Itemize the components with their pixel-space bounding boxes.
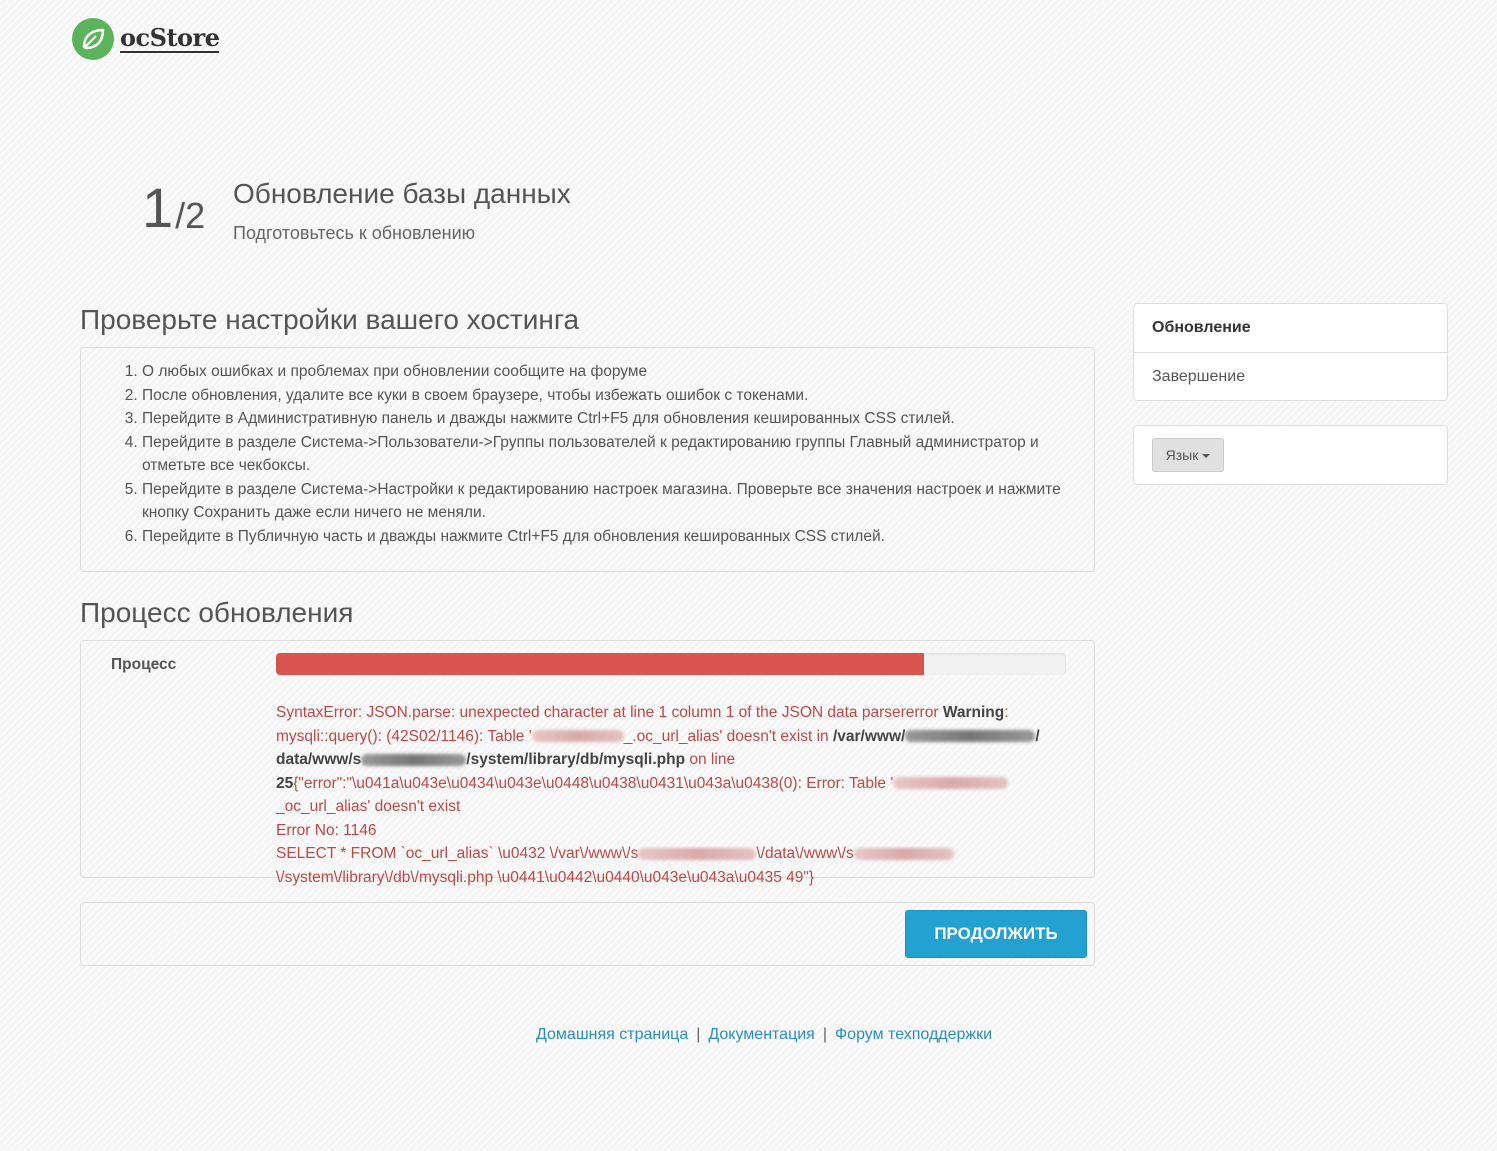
redacted-text (893, 777, 1008, 789)
leaf-icon (72, 18, 114, 60)
list-item: 3. Перейдите в Административную панель и дважды нажмите Ctrl+F5 для обновления кешированных CSS стилей. (142, 407, 1094, 431)
footer-link-docs[interactable]: Документация (708, 1026, 815, 1043)
checklist-title: Проверьте настройки вашего хостинга (80, 304, 580, 335)
redacted-text (905, 730, 1035, 742)
sidebar-item-update[interactable]: Обновление (1134, 304, 1447, 353)
steps-sidebar (1133, 303, 1448, 401)
redacted-text (854, 848, 954, 860)
process-label: Процесс (111, 656, 177, 673)
list-item: 4. Перейдите в разделе Система->Пользователи->Группы пользователей к редактированию группы Главный администратор и отметьте все чекбоксы. (142, 431, 1094, 478)
footer-link-forum[interactable]: Форум техподдержки (835, 1026, 993, 1043)
actions-panel (80, 902, 1095, 966)
sidebar-item-finish[interactable]: Завершение (1152, 368, 1246, 385)
error-message: SyntaxError: JSON.parse: unexpected character at line 1 column 1 of the JSON data parsererror Warning: mysqli::query(): (42S02/1146): Table ' _.oc_url_alias' doesn't exist in /var/www/ / data/www/s /system/library/db/mysqli.php on line 25{"error":"\u041a\u043e\u0434\u043e\u0448\u0438\u0431\u043a\u0438(0): Error: Table '_oc_url_alias' doesn't exist Error No: 1146 SELECT * FROM `oc_url_alias` \u0432 \/var\/www\/s \/data\/www\/s\/system\/library\/db\/mysqli.php \u0441\u0442\u0440\u043e\u043a\u0435 49"} (276, 704, 1040, 886)
page-title: Обновление базы данных (233, 178, 571, 209)
redacted-text (638, 848, 756, 860)
redacted-text (361, 754, 466, 766)
chevron-down-icon (1202, 454, 1210, 458)
list-item: 2. После обновления, удалите все куки в своем браузере, чтобы избежать ошибок с токенами. (142, 384, 1094, 408)
language-dropdown[interactable]: Язык (1152, 438, 1224, 472)
process-panel (80, 640, 1095, 886)
checklist (81, 348, 1094, 548)
list-item: 1. О любых ошибках и проблемах при обновлении сообщите на форуме (142, 360, 1094, 384)
logo-text: ocStore (120, 22, 220, 52)
checklist-panel (80, 347, 1095, 572)
redacted-text (532, 730, 624, 742)
logo[interactable] (72, 18, 219, 60)
step-current: 1 (142, 176, 174, 239)
language-panel (1133, 425, 1448, 485)
page-subtitle: Подготовьтесь к обновлению (233, 223, 476, 243)
list-item: 6. Перейдите в Публичную часть и дважды нажмите Ctrl+F5 для обновления кешированных CSS стилей. (142, 525, 1094, 549)
progress-fill (276, 653, 924, 675)
continue-button[interactable]: ПРОДОЛЖИТЬ (905, 910, 1087, 958)
progress-bar (276, 653, 1066, 675)
process-title: Процесс обновления (80, 597, 354, 628)
step-indicator (142, 178, 205, 238)
list-item: 5. Перейдите в разделе Система->Настройки к редактированию настроек магазина. Проверьте все значения настроек и нажмите кнопку Сохранить даже если ничего не меняли. (142, 478, 1094, 525)
footer-link-home[interactable]: Домашняя страница (536, 1026, 689, 1043)
step-total: /2 (175, 195, 206, 236)
footer: Домашняя страница | Документация | Форум техподдержки (536, 1026, 993, 1043)
